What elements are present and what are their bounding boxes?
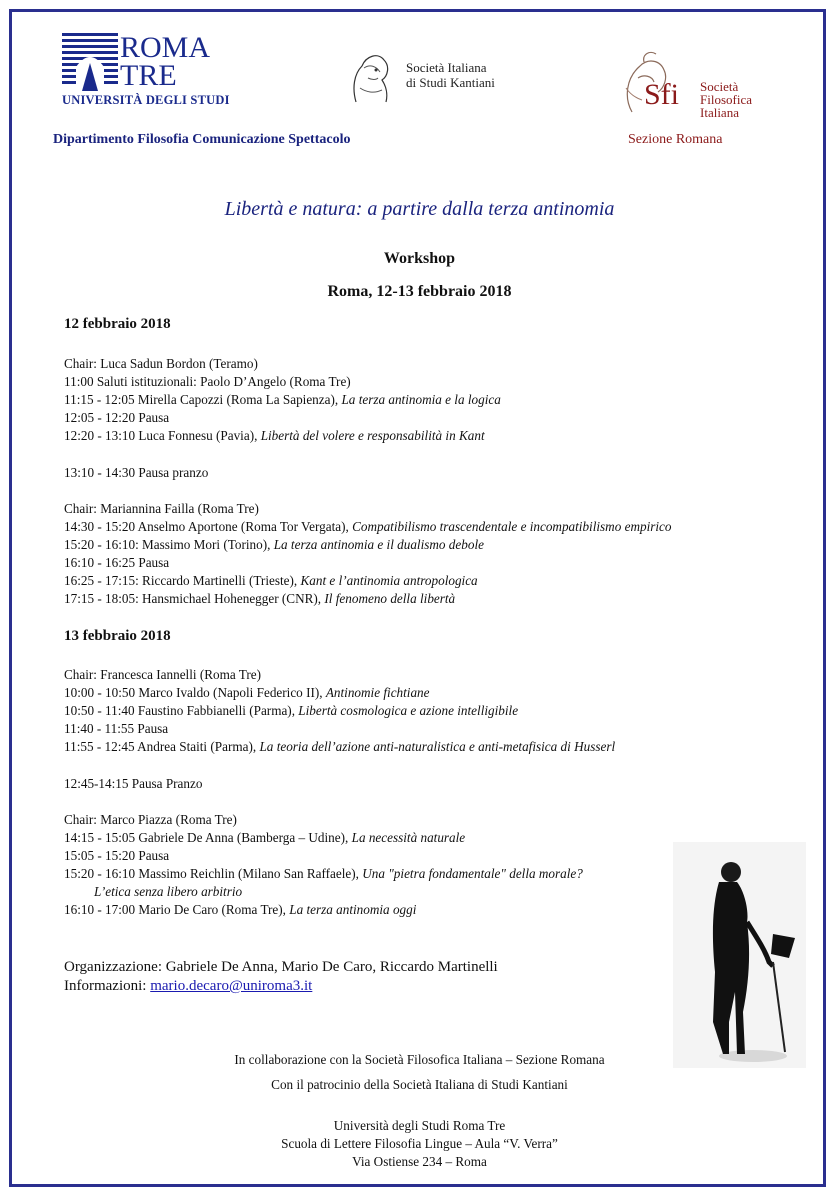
roma-text: ROMA [120, 31, 211, 64]
talk-title: La terza antinomia oggi [289, 902, 417, 918]
footer-address: Via Ostiense 234 – Roma [352, 1154, 487, 1169]
kant-society-name: Società Italiana di Studi Kantiani [406, 60, 495, 90]
program-line [64, 901, 754, 919]
event-location-dates: Roma, 12-13 febbraio 2018 [327, 283, 512, 300]
day2-heading: 13 febbraio 2018 [64, 628, 171, 644]
talk-title: L’etica senza libero arbitrio [94, 884, 243, 900]
program-text: 13:10 - 14:30 Pausa pranzo [64, 464, 209, 480]
roma-tre-logo [62, 31, 230, 111]
footer-collaboration: In collaborazione con la Società Filosofica Italiana – Sezione Romana [234, 1052, 605, 1067]
program-text: 15:05 - 15:20 Pausa [64, 847, 170, 863]
program-line [64, 590, 754, 608]
program-line [64, 720, 754, 738]
program-text: Chair: Marco Piazza (Roma Tre) [64, 811, 237, 827]
program-text: Chair: Luca Sadun Bordon (Teramo) [64, 356, 258, 371]
program-line [64, 464, 754, 482]
program-text: 17:15 - 18:05: Hansmichael Hohenegger (CNR), [64, 591, 325, 607]
page-title: Libertà e natura: a partire dalla terza antinomia [224, 198, 615, 220]
spacer [64, 482, 754, 500]
program-line [64, 702, 754, 720]
organization-block [64, 958, 498, 996]
footer-university: Università degli Studi Roma Tre [333, 1118, 506, 1133]
program-text: 11:15 - 12:05 Mirella Capozzi (Roma La Sapienza), [64, 392, 342, 408]
talk-title: Il fenomeno della libertà [324, 591, 456, 607]
program-text: Chair: Mariannina Failla (Roma Tre) [64, 500, 259, 516]
talk-title: Una "pietra fondamentale" della morale? [362, 866, 583, 882]
kant-silhouette-icon [673, 842, 806, 1068]
info-label: Informazioni: [64, 978, 151, 994]
talk-title: Libertà del volere e responsabilità in Kant [260, 428, 485, 444]
talk-title: Compatibilismo trascendentale e incompatibilismo empirico [352, 518, 672, 534]
program-text: 16:25 - 17:15: Riccardo Martinelli (Trieste), [64, 573, 301, 589]
talk-title: La necessità naturale [351, 829, 466, 845]
spacer [64, 793, 754, 811]
program-line [64, 883, 754, 901]
program-line [64, 355, 754, 373]
program-line [64, 666, 754, 684]
program-line [64, 518, 754, 536]
sfi-name: Società Filosofica Italiana [700, 79, 752, 120]
program-text: Chair: Francesca Iannelli (Roma Tre) [64, 667, 262, 682]
program-text: 15:20 - 16:10: Massimo Mori (Torino), [64, 536, 274, 552]
program-line [64, 391, 754, 409]
program-text: 11:55 - 12:45 Andrea Staiti (Parma), [64, 739, 260, 755]
info-line [64, 977, 498, 996]
talk-title: Kant e l’antinomia antropologica [300, 573, 478, 589]
day1-heading: 12 febbraio 2018 [64, 316, 171, 332]
universita-text: UNIVERSITÀ DEGLI STUDI [62, 93, 230, 107]
spacer [64, 445, 754, 463]
program-line [64, 775, 754, 793]
program-line [64, 500, 754, 518]
kant-portrait-icon [346, 44, 398, 106]
footer-school: Scuola di Lettere Filosofia Lingue – Aula “V. Verra” [281, 1136, 558, 1151]
sfi-logo [614, 52, 774, 122]
talk-title: La terza antinomia e la logica [341, 392, 501, 408]
program-line [64, 847, 754, 865]
program-line [64, 684, 754, 702]
program-text: 14:30 - 15:20 Anselmo Aportone (Roma Tor Vergata), [64, 518, 353, 534]
program-text: 16:10 - 16:25 Pausa [64, 555, 170, 571]
day1-program [64, 355, 754, 608]
program-text: 11:40 - 11:55 Pausa [64, 721, 169, 737]
program-text: 10:00 - 10:50 Marco Ivaldo (Napoli Federico II), [64, 685, 326, 701]
section-name: Sezione Romana [628, 132, 723, 147]
talk-title: Antinomie fichtiane [325, 685, 430, 701]
day2-program [64, 666, 754, 919]
program-text: 10:50 - 11:40 Faustino Fabbianelli (Parma), [64, 703, 299, 719]
kant-silhouette-image [673, 842, 806, 1068]
program-line [64, 409, 754, 427]
program-text: 12:45-14:15 Pausa Pranzo [64, 775, 203, 791]
program-line [64, 536, 754, 554]
program-line [64, 829, 754, 847]
program-text: 14:15 - 15:05 Gabriele De Anna (Bamberga – Udine), [64, 829, 352, 845]
tre-text: TRE [120, 59, 177, 92]
program-line [64, 572, 754, 590]
talk-title: La teoria dell’azione anti-naturalistica e anti-metafisica di Husserl [259, 739, 616, 755]
talk-title: Libertà cosmologica e azione intelligibile [298, 703, 519, 719]
sfi-mark: Sfi [644, 78, 680, 111]
contact-email-link[interactable]: mario.decaro@uniroma3.it [150, 978, 313, 994]
program-line [64, 738, 754, 756]
program-line [64, 373, 754, 391]
program-text: 12:05 - 12:20 Pausa [64, 410, 170, 426]
event-type: Workshop [383, 250, 456, 267]
talk-title: La terza antinomia e il dualismo debole [273, 536, 484, 552]
program-text: 15:20 - 16:10 Massimo Reichlin (Milano San Raffaele), [64, 866, 363, 882]
footer-patronage: Con il patrocinio della Società Italiana di Studi Kantiani [271, 1077, 568, 1092]
program-line [64, 865, 754, 883]
program-text: 16:10 - 17:00 Mario De Caro (Roma Tre), [64, 902, 290, 918]
program-text: 12:20 - 13:10 Luca Fonnesu (Pavia), [64, 428, 261, 444]
department-name: Dipartimento Filosofia Comunicazione Spettacolo [53, 132, 351, 147]
kant-society-logo [346, 44, 516, 108]
organizers: Organizzazione: Gabriele De Anna, Mario De Caro, Riccardo Martinelli [64, 959, 498, 975]
program-text: 11:00 Saluti istituzionali: Paolo D’Angelo (Roma Tre) [64, 374, 351, 390]
program-line [64, 811, 754, 829]
program-line [64, 427, 754, 445]
roma-tre-arch-icon [62, 33, 118, 91]
program-line [64, 554, 754, 572]
spacer [64, 756, 754, 774]
